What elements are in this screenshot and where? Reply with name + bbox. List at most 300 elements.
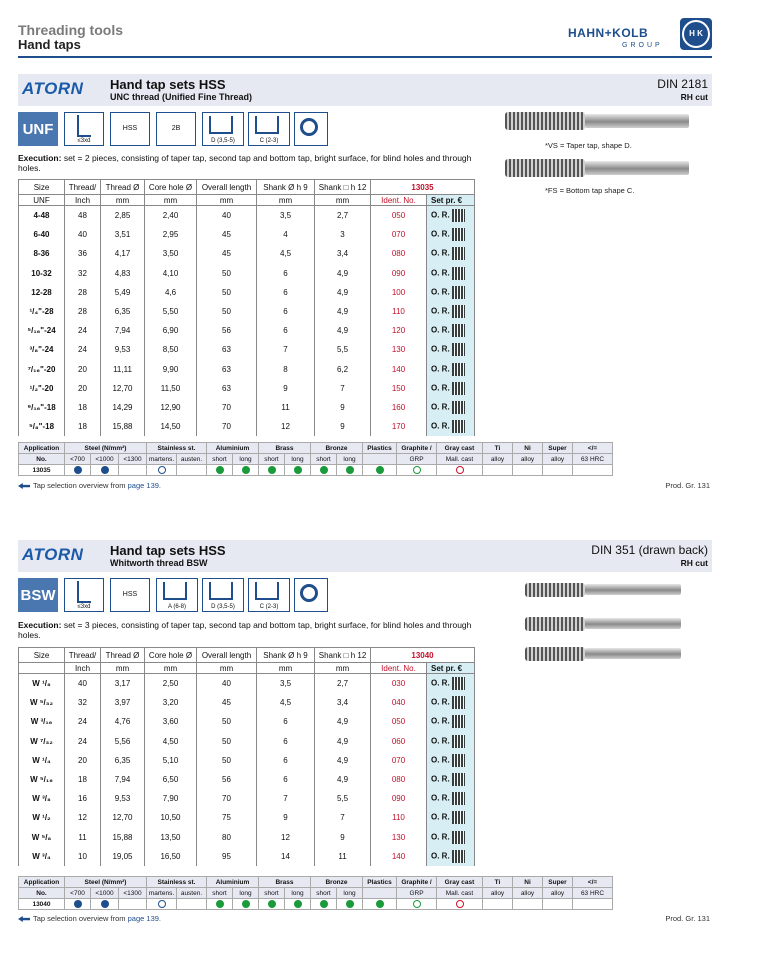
data-cell: 40	[197, 674, 257, 694]
data-cell: 14,29	[101, 398, 145, 417]
thread-code-icon: BSW	[18, 578, 58, 612]
data-cell: 4,83	[101, 264, 145, 283]
application-header: Brass	[259, 443, 311, 454]
application-subheader: alloy	[483, 888, 513, 899]
shape-d-icon: D (3,5-5)	[202, 112, 244, 146]
application-header: Ti	[483, 443, 513, 454]
data-cell: 050	[371, 712, 427, 731]
data-cell: 20	[65, 379, 101, 398]
suitability-cell	[65, 899, 91, 910]
data-cell: 15,88	[101, 417, 145, 436]
suitability-cell	[147, 899, 177, 910]
size-cell: W ⁵/₈	[19, 828, 65, 847]
qr-code-icon	[452, 792, 465, 805]
column-header: Thread Ø	[101, 180, 145, 195]
data-cell: 140	[371, 847, 427, 866]
size-cell: ⁵/₁₆"-24	[19, 321, 65, 340]
data-cell: 2,95	[145, 225, 197, 244]
column-header: Core hole Ø	[145, 648, 197, 663]
data-cell: 2,50	[145, 674, 197, 694]
data-cell: O. R.	[427, 789, 475, 808]
data-cell: 7	[315, 808, 371, 827]
data-cell: O. R.	[427, 398, 475, 417]
application-subheader: GRP	[397, 454, 437, 465]
data-cell: O. R.	[427, 379, 475, 398]
application-subheader: <1000	[91, 454, 119, 465]
suitability-cell	[207, 465, 233, 476]
suitability-dot-icon	[216, 900, 224, 908]
thread-code-icon: UNF	[18, 112, 58, 146]
data-cell: 4,50	[145, 732, 197, 751]
suitability-cell	[311, 899, 337, 910]
data-cell: 140	[371, 360, 427, 379]
section2-cut: RH cut	[680, 558, 708, 568]
table-row	[19, 379, 475, 398]
shape-c-icon: C (2-3)	[248, 112, 290, 146]
data-cell: 4,9	[315, 302, 371, 321]
qr-code-icon	[452, 811, 465, 824]
data-cell: 36	[65, 244, 101, 263]
suitability-cell	[543, 899, 573, 910]
tap-3-shank	[585, 648, 681, 659]
tolerance-icon: 2B	[156, 112, 196, 146]
qr-code-icon	[452, 228, 465, 241]
data-cell: 11	[257, 398, 315, 417]
brand-logo-icon	[680, 18, 712, 50]
size-cell: ⁵/₈"-18	[19, 417, 65, 436]
data-cell: 6	[257, 264, 315, 283]
table-row	[19, 340, 475, 359]
suitability-cell	[233, 899, 259, 910]
data-cell: 6	[257, 321, 315, 340]
data-cell: 130	[371, 340, 427, 359]
data-cell: 24	[65, 712, 101, 731]
data-cell: 080	[371, 770, 427, 789]
unit-cell: mm	[101, 663, 145, 674]
data-cell: 6,50	[145, 770, 197, 789]
data-cell: O. R.	[427, 417, 475, 436]
data-cell: 4,6	[145, 283, 197, 302]
section1-application-table	[18, 442, 613, 476]
table-row	[19, 770, 475, 789]
unit-cell: Inch	[65, 195, 101, 206]
data-cell: 70	[197, 789, 257, 808]
qr-code-icon	[452, 209, 465, 222]
data-cell: O. R.	[427, 206, 475, 226]
data-cell: 16	[65, 789, 101, 808]
tap-3-thread	[525, 647, 585, 661]
application-header: Application	[19, 877, 65, 888]
suitability-dot-icon	[268, 466, 276, 474]
suitability-cell	[483, 899, 513, 910]
data-cell: 170	[371, 417, 427, 436]
data-cell: 20	[65, 360, 101, 379]
table-row	[19, 789, 475, 808]
application-header: Ni	[513, 443, 543, 454]
data-cell: 18	[65, 417, 101, 436]
data-cell: 10,50	[145, 808, 197, 827]
data-cell: 6,35	[101, 751, 145, 770]
application-subheader: <700	[65, 454, 91, 465]
unit-cell: Ident. No.	[371, 663, 427, 674]
data-cell: O. R.	[427, 302, 475, 321]
qr-code-icon	[452, 715, 465, 728]
data-cell: 4,10	[145, 264, 197, 283]
qr-code-icon	[452, 382, 465, 395]
data-cell: 4,76	[101, 712, 145, 731]
application-header: Aluminium	[207, 877, 259, 888]
application-subheader: austen.	[177, 888, 207, 899]
back-arrow-icon	[18, 916, 30, 922]
depth-icon: ≤3xd	[64, 112, 104, 146]
size-cell: W ¹/₂	[19, 808, 65, 827]
tool-note-2: *FS = Bottom tap shape C.	[545, 186, 635, 195]
data-cell: 4,5	[257, 244, 315, 263]
application-header: Stainless st.	[147, 877, 207, 888]
data-cell: 15,88	[101, 828, 145, 847]
tap-1-thread	[525, 583, 585, 597]
data-cell: 9	[315, 417, 371, 436]
data-cell: 7	[315, 379, 371, 398]
unit-cell: mm	[257, 663, 315, 674]
suitability-cell	[147, 465, 177, 476]
data-cell: 5,10	[145, 751, 197, 770]
suitability-cell	[91, 465, 119, 476]
column-header: Shank □ h 12	[315, 180, 371, 195]
qr-code-icon	[452, 305, 465, 318]
column-header: Core hole Ø	[145, 180, 197, 195]
data-cell: 5,5	[315, 340, 371, 359]
table-row	[19, 751, 475, 770]
application-subheader: short	[259, 888, 285, 899]
application-subheader: <1300	[119, 454, 147, 465]
size-cell: W ¹/₄	[19, 751, 65, 770]
data-cell: 6	[257, 283, 315, 302]
size-cell: W ⁵/₃₂	[19, 693, 65, 712]
table-row	[19, 264, 475, 283]
tap-2-shank	[585, 618, 681, 629]
data-cell: 6,90	[145, 321, 197, 340]
table-row	[19, 808, 475, 827]
section2-subtitle: Whitworth thread BSW	[110, 558, 208, 568]
application-subheader: martens.	[147, 454, 177, 465]
column-header: Thread/	[65, 648, 101, 663]
bottom-tap-shank	[585, 161, 689, 175]
application-subheader: alloy	[543, 888, 573, 899]
column-header: Shank Ø h 9	[257, 648, 315, 663]
column-header: 13035	[371, 180, 475, 195]
data-cell: 63	[197, 360, 257, 379]
qr-code-icon	[452, 267, 465, 280]
data-cell: 13,50	[145, 828, 197, 847]
data-cell: 5,56	[101, 732, 145, 751]
application-header: Graphite /	[397, 443, 437, 454]
hss-icon: HSS	[110, 578, 150, 612]
table-row	[19, 732, 475, 751]
application-header: Brass	[259, 877, 311, 888]
data-cell: 4,17	[101, 244, 145, 263]
brand-logo-text: HAHN+KOLB	[568, 26, 649, 40]
size-cell: W ³/₈	[19, 789, 65, 808]
data-cell: 3,20	[145, 693, 197, 712]
data-cell: 6	[257, 751, 315, 770]
section2-brand: ATORN	[22, 545, 84, 564]
data-cell: 32	[65, 693, 101, 712]
size-cell: W ³/₁₆	[19, 712, 65, 731]
application-subheader: short	[259, 454, 285, 465]
suitability-cell	[397, 899, 437, 910]
suitability-cell	[337, 899, 363, 910]
data-cell: 070	[371, 225, 427, 244]
data-cell: 2,40	[145, 206, 197, 226]
suitability-cell	[363, 899, 397, 910]
suitability-cell	[119, 465, 147, 476]
suitability-dot-icon	[158, 900, 166, 908]
suitability-dot-icon	[294, 900, 302, 908]
data-cell: 6,2	[315, 360, 371, 379]
suitability-cell	[363, 465, 397, 476]
data-cell: 6	[257, 302, 315, 321]
data-cell: 12	[257, 417, 315, 436]
suitability-cell	[285, 465, 311, 476]
suitability-dot-icon	[456, 466, 464, 474]
data-cell: 11	[65, 828, 101, 847]
data-cell: 3,5	[257, 674, 315, 694]
suitability-dot-icon	[346, 900, 354, 908]
section1-band	[18, 74, 712, 106]
qr-code-icon	[452, 754, 465, 767]
unit-cell: Ident. No.	[371, 195, 427, 206]
data-cell: 4,9	[315, 751, 371, 770]
data-cell: 18	[65, 398, 101, 417]
data-cell: 7	[257, 789, 315, 808]
table-row	[19, 321, 475, 340]
data-cell: 50	[197, 302, 257, 321]
table-row	[19, 674, 475, 694]
suitability-dot-icon	[242, 900, 250, 908]
suitability-cell	[177, 899, 207, 910]
table-row	[19, 828, 475, 847]
data-cell: 120	[371, 321, 427, 340]
application-subheader: 63 HRC	[573, 454, 613, 465]
table-row	[19, 398, 475, 417]
application-subheader: GRP	[397, 888, 437, 899]
size-cell: 8-36	[19, 244, 65, 263]
qr-code-icon	[452, 735, 465, 748]
data-cell: O. R.	[427, 360, 475, 379]
data-cell: 56	[197, 770, 257, 789]
column-header: Size	[19, 180, 65, 195]
data-cell: 3,17	[101, 674, 145, 694]
data-cell: 4	[257, 225, 315, 244]
suitability-cell	[259, 899, 285, 910]
data-cell: 11,50	[145, 379, 197, 398]
data-cell: 80	[197, 828, 257, 847]
application-subheader: Mall. cast	[437, 454, 483, 465]
data-cell: 12	[257, 828, 315, 847]
data-cell: 5,50	[145, 302, 197, 321]
application-header: </=	[573, 443, 613, 454]
application-header: Stainless st.	[147, 443, 207, 454]
size-cell: W ⁵/₁₆	[19, 770, 65, 789]
data-cell: 6	[257, 770, 315, 789]
data-cell: 3,60	[145, 712, 197, 731]
page-link[interactable]: page 139.	[127, 914, 162, 923]
logo-mark: H K	[682, 20, 710, 48]
data-cell: 8	[257, 360, 315, 379]
column-header: Thread Ø	[101, 648, 145, 663]
suitability-cell	[397, 465, 437, 476]
qr-code-icon	[452, 401, 465, 414]
taper-tap-shank	[585, 114, 689, 128]
data-cell: 4,9	[315, 732, 371, 751]
suitability-cell	[437, 465, 483, 476]
suitability-cell	[207, 899, 233, 910]
data-cell: 9	[257, 808, 315, 827]
table-row	[19, 693, 475, 712]
data-cell: 9	[315, 398, 371, 417]
section2-execution: Execution: set = 3 pieces, consisting of taper tap, second tap and bottom tap, bright surface, for blind holes and through holes.	[18, 620, 472, 640]
application-subheader: <1300	[119, 888, 147, 899]
application-header: Steel (N/mm²)	[65, 877, 147, 888]
application-subheader: <1000	[91, 888, 119, 899]
application-subheader: alloy	[483, 454, 513, 465]
suitability-cell	[119, 899, 147, 910]
column-header: Shank Ø h 9	[257, 180, 315, 195]
data-cell: 50	[197, 751, 257, 770]
application-subheader: long	[233, 454, 259, 465]
data-cell: 50	[197, 712, 257, 731]
size-cell: 10-32	[19, 264, 65, 283]
application-header: Plastics	[363, 877, 397, 888]
data-cell: 11	[315, 847, 371, 866]
data-cell: 7,94	[101, 770, 145, 789]
data-cell: O. R.	[427, 264, 475, 283]
data-cell: 4,9	[315, 712, 371, 731]
data-cell: 63	[197, 340, 257, 359]
suitability-cell	[91, 899, 119, 910]
data-cell: 20	[65, 751, 101, 770]
data-cell: O. R.	[427, 751, 475, 770]
data-cell: 050	[371, 206, 427, 226]
data-cell: 50	[197, 283, 257, 302]
data-cell: 6,35	[101, 302, 145, 321]
suitability-cell	[259, 465, 285, 476]
data-cell: 9	[315, 828, 371, 847]
column-header: 13040	[371, 648, 475, 663]
back-arrow-icon	[18, 483, 30, 489]
application-header: Aluminium	[207, 443, 259, 454]
suitability-cell	[233, 465, 259, 476]
section1-din: DIN 2181	[657, 77, 708, 91]
data-cell: 9	[257, 379, 315, 398]
application-subheader	[363, 454, 397, 465]
qr-code-icon	[452, 773, 465, 786]
section1-footnote: Tap selection overview from page 139.	[18, 481, 161, 490]
data-cell: 6	[257, 712, 315, 731]
unit-cell	[19, 663, 65, 674]
data-cell: 28	[65, 283, 101, 302]
column-header: Size	[19, 648, 65, 663]
suitability-cell	[177, 465, 207, 476]
data-cell: 24	[65, 321, 101, 340]
section1-brand: ATORN	[22, 79, 84, 98]
application-header: Application	[19, 443, 65, 454]
data-cell: 10	[65, 847, 101, 866]
suitability-cell	[513, 899, 543, 910]
data-cell: 18	[65, 770, 101, 789]
section2-din: DIN 351 (drawn back)	[591, 543, 708, 557]
table-row	[19, 283, 475, 302]
data-cell: O. R.	[427, 693, 475, 712]
data-cell: 3,50	[145, 244, 197, 263]
application-subheader: short	[207, 888, 233, 899]
data-cell: 4,9	[315, 321, 371, 340]
application-subheader: alloy	[513, 888, 543, 899]
table-row	[19, 225, 475, 244]
data-cell: 5,49	[101, 283, 145, 302]
data-cell: O. R.	[427, 808, 475, 827]
application-subheader: alloy	[513, 454, 543, 465]
size-cell: ⁹/₁₆"-18	[19, 398, 65, 417]
section1-cut: RH cut	[680, 92, 708, 102]
shape-c-icon: C (2-3)	[248, 578, 290, 612]
table-row	[19, 847, 475, 866]
application-subheader: alloy	[543, 454, 573, 465]
section2-band	[18, 540, 712, 572]
application-header: Graphite /	[397, 877, 437, 888]
data-cell: 45	[197, 693, 257, 712]
suitability-dot-icon	[346, 466, 354, 474]
application-subheader: long	[233, 888, 259, 899]
data-cell: 3,5	[257, 206, 315, 226]
application-subheader: <700	[65, 888, 91, 899]
data-cell: 040	[371, 693, 427, 712]
application-subheader: Mall. cast	[437, 888, 483, 899]
data-cell: 40	[65, 225, 101, 244]
application-header: Steel (N/mm²)	[65, 443, 147, 454]
data-cell: 3,51	[101, 225, 145, 244]
data-cell: 2,7	[315, 206, 371, 226]
application-subheader: long	[337, 888, 363, 899]
size-cell: ⁷/₁₆"-20	[19, 360, 65, 379]
data-cell: 12,70	[101, 808, 145, 827]
unit-cell: Inch	[65, 663, 101, 674]
data-cell: 70	[197, 398, 257, 417]
data-cell: 3,4	[315, 244, 371, 263]
suitability-dot-icon	[413, 466, 421, 474]
qr-code-icon	[452, 247, 465, 260]
size-cell: 12-28	[19, 283, 65, 302]
suitability-dot-icon	[242, 466, 250, 474]
bottom-tap-thread	[505, 159, 585, 177]
data-cell: 63	[197, 379, 257, 398]
page-link[interactable]: page 139.	[127, 481, 162, 490]
data-cell: 19,05	[101, 847, 145, 866]
data-cell: 50	[197, 264, 257, 283]
depth-icon: ≤3xd	[64, 578, 104, 612]
data-cell: 14	[257, 847, 315, 866]
unit-cell: mm	[197, 195, 257, 206]
size-cell: ³/₈"-24	[19, 340, 65, 359]
header-rule	[18, 56, 712, 58]
suitability-dot-icon	[413, 900, 421, 908]
application-subheader	[363, 888, 397, 899]
unit-cell: mm	[197, 663, 257, 674]
data-cell: 5,5	[315, 789, 371, 808]
suitability-cell	[513, 465, 543, 476]
qr-code-icon	[452, 343, 465, 356]
